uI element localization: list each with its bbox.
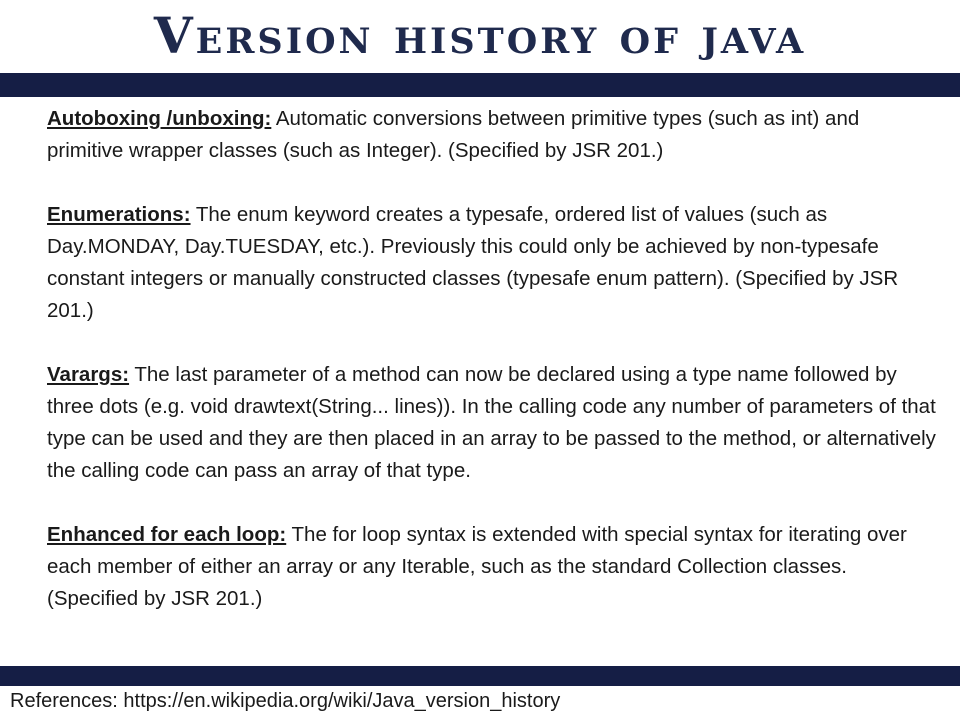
references-footer: References: https://en.wikipedia.org/wiki/Java_version_history xyxy=(10,690,561,712)
section-text: Automatic conversions between primitive types (such as int) and primitive wrapper classes (such as Integer). (Specified by JSR 201.) xyxy=(47,107,860,162)
section-text: The last parameter of a method can now be declared using a type name followed by three dots (e.g. void drawtext(String... lines)). In the calling code any number of parameters of that type can be used and they are then placed in an array to be passed to the method, or alternatively the calling code can pass an array of that type. xyxy=(47,363,936,482)
section-text: The enum keyword creates a typesafe, ordered list of values (such as Day.MONDAY, Day.TUESDAY, etc.). Previously this could only be achieved by non-typesafe constant integers or manually constructed classes (typesafe enum pattern). (Specified by JSR 201.) xyxy=(47,203,899,322)
slide-body xyxy=(47,103,937,615)
section-enhanced-for-loop xyxy=(47,519,937,615)
section-text: The for loop syntax is extended with special syntax for iterating over each member of either an array or any Iterable, such as the standard Collection classes. (Specified by JSR 201.) xyxy=(47,523,907,610)
section-autoboxing xyxy=(47,103,937,167)
slide-title: Version history of java xyxy=(153,6,807,65)
bottom-divider-band xyxy=(0,666,960,686)
section-varargs xyxy=(47,359,937,487)
section-term: Enhanced for each loop: xyxy=(47,523,287,546)
section-term: Enumerations: xyxy=(47,203,191,226)
section-term: Varargs: xyxy=(47,363,130,386)
section-term: Autoboxing /unboxing: xyxy=(47,107,272,130)
top-divider-band xyxy=(0,73,960,97)
section-enumerations xyxy=(47,199,937,327)
